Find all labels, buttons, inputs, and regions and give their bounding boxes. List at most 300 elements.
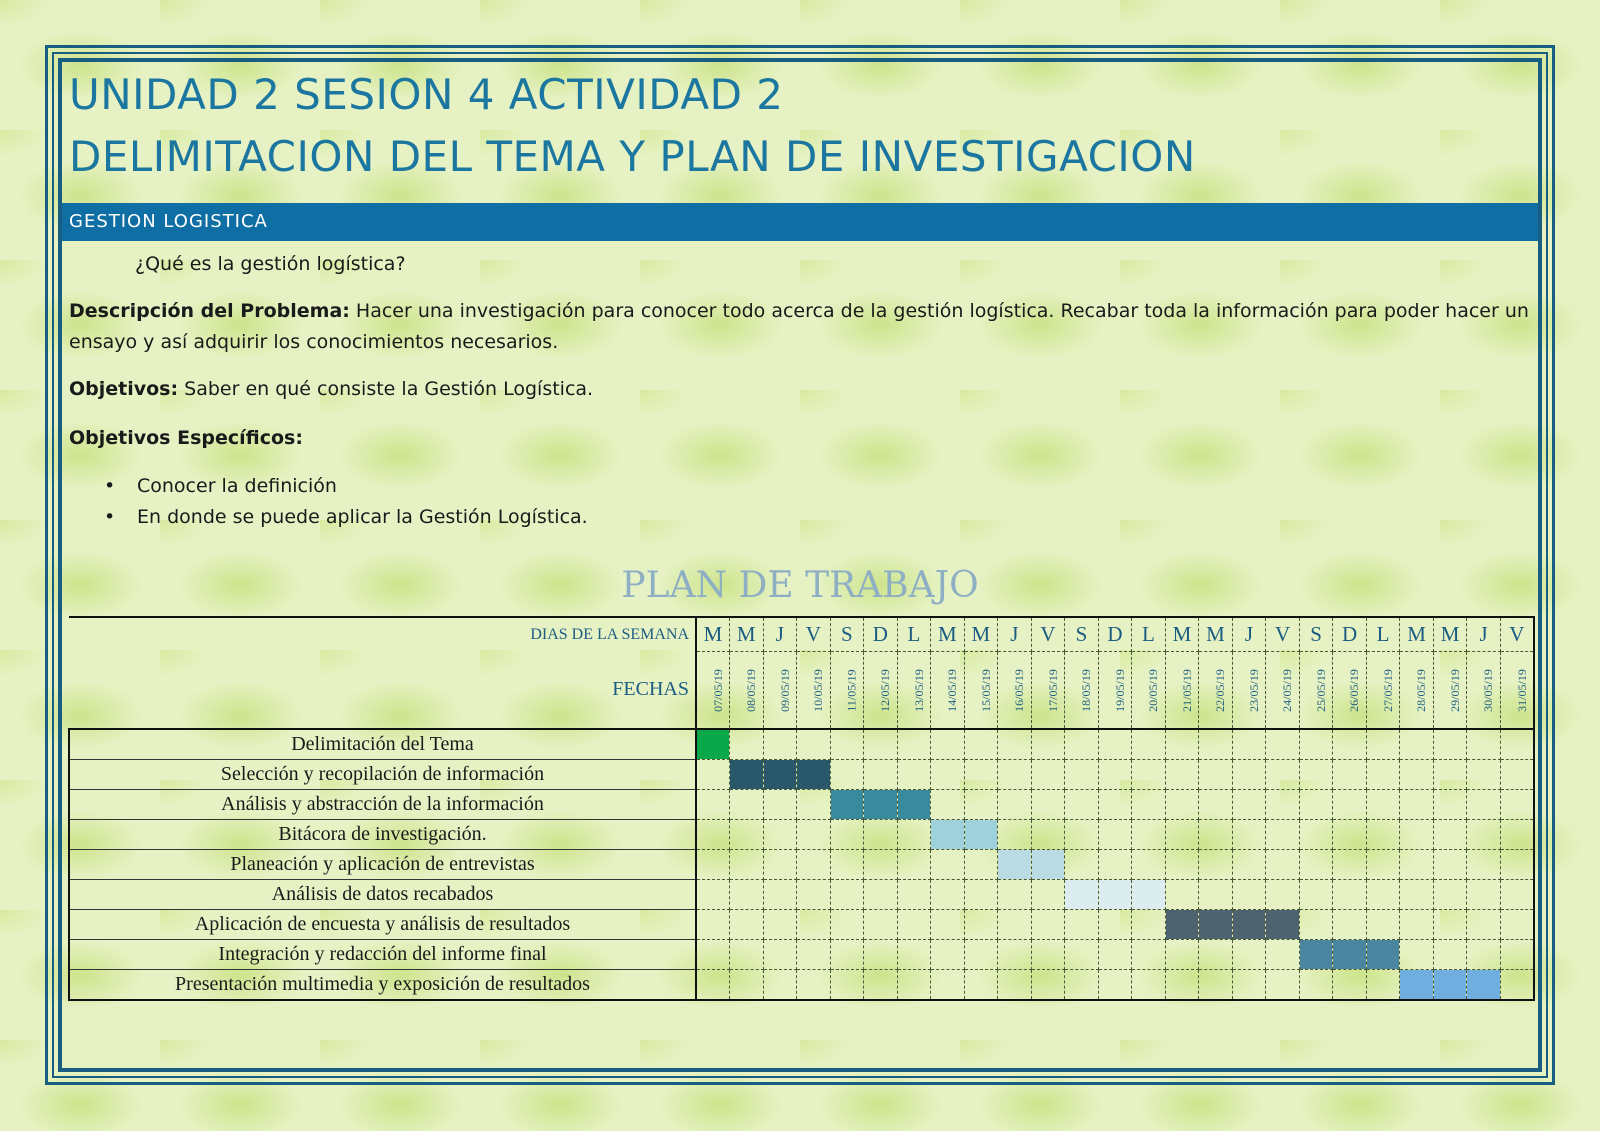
task-row xyxy=(69,790,1534,820)
gantt-empty-cell xyxy=(1299,850,1333,880)
gantt-empty-cell xyxy=(1299,970,1333,1001)
gantt-empty-cell xyxy=(1199,880,1233,910)
gantt-empty-cell xyxy=(830,970,864,1001)
gantt-empty-cell xyxy=(730,910,764,940)
gantt-empty-cell xyxy=(1199,970,1233,1001)
gantt-empty-cell xyxy=(830,820,864,850)
gantt-empty-cell xyxy=(1433,940,1467,970)
date-label: 17/05/19 xyxy=(1045,669,1060,712)
gantt-empty-cell xyxy=(1266,790,1300,820)
task-name: Integración y redacción del informe final xyxy=(69,940,696,970)
gantt-empty-cell xyxy=(1400,910,1434,940)
gantt-empty-cell xyxy=(1031,729,1065,760)
task-row xyxy=(69,760,1534,790)
date-label: 14/05/19 xyxy=(944,669,959,712)
day-cell: V xyxy=(1266,617,1300,652)
gantt-empty-cell xyxy=(864,850,898,880)
gantt-empty-cell xyxy=(1199,940,1233,970)
date-label: 25/05/19 xyxy=(1313,669,1328,712)
gantt-empty-cell xyxy=(1366,970,1400,1001)
gantt-empty-cell xyxy=(1400,850,1434,880)
date-cell xyxy=(1098,652,1132,730)
task-name: Bitácora de investigación. xyxy=(69,820,696,850)
gantt-empty-cell xyxy=(1433,820,1467,850)
task-row xyxy=(69,850,1534,880)
gantt-empty-cell xyxy=(763,850,797,880)
date-label: 31/05/19 xyxy=(1514,669,1529,712)
gantt-empty-cell xyxy=(730,820,764,850)
gantt-empty-cell xyxy=(763,820,797,850)
gantt-empty-cell xyxy=(1500,940,1534,970)
gantt-empty-cell xyxy=(830,729,864,760)
gantt-empty-cell xyxy=(763,880,797,910)
gantt-empty-cell xyxy=(1266,880,1300,910)
gantt-bar-cell xyxy=(1333,940,1367,970)
objectives-label: Objetivos: xyxy=(69,378,179,400)
day-cell: L xyxy=(897,617,931,652)
gantt-empty-cell xyxy=(1132,790,1166,820)
gantt-empty-cell xyxy=(696,910,730,940)
gantt-bar-cell xyxy=(1165,910,1199,940)
task-name: Delimitación del Tema xyxy=(69,729,696,760)
gantt-empty-cell xyxy=(1333,760,1367,790)
date-label: 24/05/19 xyxy=(1280,669,1295,712)
day-cell: M xyxy=(1433,617,1467,652)
gantt-empty-cell xyxy=(1199,760,1233,790)
day-cell: V xyxy=(1031,617,1065,652)
gantt-empty-cell xyxy=(1400,760,1434,790)
gantt-empty-cell xyxy=(1199,790,1233,820)
gantt-empty-cell xyxy=(1098,790,1132,820)
gantt-empty-cell xyxy=(1232,790,1266,820)
gantt-empty-cell xyxy=(1132,940,1166,970)
date-cell xyxy=(964,652,998,730)
gantt-empty-cell xyxy=(1500,729,1534,760)
gantt-empty-cell xyxy=(1098,820,1132,850)
day-cell: M xyxy=(730,617,764,652)
gantt-empty-cell xyxy=(1500,970,1534,1001)
date-label: 26/05/19 xyxy=(1347,669,1362,712)
gantt-empty-cell xyxy=(1500,820,1534,850)
gantt-empty-cell xyxy=(1299,729,1333,760)
day-cell: D xyxy=(864,617,898,652)
date-cell xyxy=(1333,652,1367,730)
problem-paragraph xyxy=(69,296,1529,358)
date-label: 29/05/19 xyxy=(1447,669,1462,712)
gantt-empty-cell xyxy=(1333,729,1367,760)
gantt-empty-cell xyxy=(1232,940,1266,970)
gantt-empty-cell xyxy=(696,940,730,970)
gantt-empty-cell xyxy=(1266,820,1300,850)
gantt-empty-cell xyxy=(1098,850,1132,880)
gantt-empty-cell xyxy=(1031,790,1065,820)
gantt-bar-cell xyxy=(897,790,931,820)
gantt-empty-cell xyxy=(1467,910,1501,940)
gantt-bar-cell xyxy=(696,729,730,760)
date-label: 30/05/19 xyxy=(1481,669,1496,712)
gantt-empty-cell xyxy=(1199,729,1233,760)
task-name: Presentación multimedia y exposición de resultados xyxy=(69,970,696,1001)
gantt-empty-cell xyxy=(1500,760,1534,790)
gantt-empty-cell xyxy=(864,760,898,790)
task-row xyxy=(69,940,1534,970)
gantt-empty-cell xyxy=(797,940,831,970)
day-cell: M xyxy=(1400,617,1434,652)
date-label: 22/05/19 xyxy=(1213,669,1228,712)
day-cell: L xyxy=(1132,617,1166,652)
gantt-empty-cell xyxy=(730,850,764,880)
gantt-empty-cell xyxy=(1065,910,1099,940)
date-label: 12/05/19 xyxy=(877,669,892,712)
date-cell xyxy=(1266,652,1300,730)
gantt-empty-cell xyxy=(1400,880,1434,910)
date-cell xyxy=(1500,652,1534,730)
gantt-empty-cell xyxy=(1299,910,1333,940)
gantt-empty-cell xyxy=(1500,880,1534,910)
date-label: 20/05/19 xyxy=(1146,669,1161,712)
gantt-empty-cell xyxy=(1467,790,1501,820)
gantt-empty-cell xyxy=(1098,940,1132,970)
date-label: 09/05/19 xyxy=(777,669,792,712)
gantt-empty-cell xyxy=(1467,760,1501,790)
days-header-row xyxy=(69,617,1534,652)
task-row xyxy=(69,729,1534,760)
gantt-bar-cell xyxy=(1232,910,1266,940)
date-cell xyxy=(1132,652,1166,730)
plan-title: PLAN DE TRABAJO xyxy=(621,565,979,606)
gantt-empty-cell xyxy=(864,820,898,850)
gantt-empty-cell xyxy=(998,820,1032,850)
date-cell xyxy=(998,652,1032,730)
gantt-empty-cell xyxy=(931,850,965,880)
day-cell: M xyxy=(1199,617,1233,652)
gantt-empty-cell xyxy=(1098,760,1132,790)
gantt-empty-cell xyxy=(1165,820,1199,850)
gantt-empty-cell xyxy=(763,940,797,970)
gantt-empty-cell xyxy=(931,910,965,940)
day-cell: M xyxy=(931,617,965,652)
gantt-empty-cell xyxy=(1333,910,1367,940)
gantt-empty-cell xyxy=(1299,790,1333,820)
gantt-empty-cell xyxy=(696,880,730,910)
day-cell: V xyxy=(797,617,831,652)
task-row xyxy=(69,880,1534,910)
gantt-empty-cell xyxy=(696,850,730,880)
gantt-empty-cell xyxy=(931,729,965,760)
gantt-empty-cell xyxy=(998,970,1032,1001)
gantt-empty-cell xyxy=(1065,970,1099,1001)
gantt-empty-cell xyxy=(1433,729,1467,760)
gantt-empty-cell xyxy=(696,790,730,820)
gantt-empty-cell xyxy=(897,729,931,760)
date-label: 15/05/19 xyxy=(978,669,993,712)
gantt-empty-cell xyxy=(1132,760,1166,790)
date-cell xyxy=(1165,652,1199,730)
day-cell: J xyxy=(763,617,797,652)
gantt-empty-cell xyxy=(1065,790,1099,820)
date-cell xyxy=(797,652,831,730)
gantt-empty-cell xyxy=(1366,820,1400,850)
problem-label: Descripción del Problema: xyxy=(69,300,350,322)
gantt-bar-cell xyxy=(797,760,831,790)
gantt-empty-cell xyxy=(797,820,831,850)
date-cell xyxy=(1299,652,1333,730)
gantt-empty-cell xyxy=(1132,729,1166,760)
day-cell: D xyxy=(1098,617,1132,652)
gantt-empty-cell xyxy=(797,880,831,910)
gantt-empty-cell xyxy=(897,760,931,790)
gantt-empty-cell xyxy=(1333,970,1367,1001)
day-cell: L xyxy=(1366,617,1400,652)
gantt-empty-cell xyxy=(964,970,998,1001)
gantt-empty-cell xyxy=(964,850,998,880)
gantt-empty-cell xyxy=(1098,970,1132,1001)
gantt-empty-cell xyxy=(1467,729,1501,760)
gantt-bar-cell xyxy=(1299,940,1333,970)
gantt-empty-cell xyxy=(1467,880,1501,910)
bullet-item: • En donde se puede aplicar la Gestión Logística. xyxy=(104,506,588,528)
gantt-empty-cell xyxy=(1065,760,1099,790)
gantt-empty-cell xyxy=(931,880,965,910)
gantt-empty-cell xyxy=(998,880,1032,910)
day-cell: J xyxy=(998,617,1032,652)
gantt-empty-cell xyxy=(1467,820,1501,850)
date-cell xyxy=(696,652,730,730)
gantt-empty-cell xyxy=(1031,910,1065,940)
gantt-empty-cell xyxy=(1232,850,1266,880)
gantt-empty-cell xyxy=(797,910,831,940)
objectives-text: Saber en qué consiste la Gestión Logística. xyxy=(178,378,594,400)
gantt-empty-cell xyxy=(964,940,998,970)
gantt-empty-cell xyxy=(1467,940,1501,970)
document-title-line2: DELIMITACION DEL TEMA Y PLAN DE INVESTIGACION xyxy=(69,132,1196,181)
task-name: Análisis y abstracción de la información xyxy=(69,790,696,820)
gantt-empty-cell xyxy=(864,880,898,910)
gantt-empty-cell xyxy=(797,970,831,1001)
gantt-table xyxy=(68,616,1535,1001)
date-label: 10/05/19 xyxy=(810,669,825,712)
date-cell xyxy=(1366,652,1400,730)
gantt-empty-cell xyxy=(964,880,998,910)
gantt-empty-cell xyxy=(1031,820,1065,850)
date-label: 28/05/19 xyxy=(1414,669,1429,712)
gantt-empty-cell xyxy=(763,970,797,1001)
gantt-empty-cell xyxy=(763,910,797,940)
gantt-empty-cell xyxy=(1266,850,1300,880)
date-cell xyxy=(1031,652,1065,730)
gantt-empty-cell xyxy=(830,760,864,790)
date-cell xyxy=(1400,652,1434,730)
gantt-empty-cell xyxy=(830,880,864,910)
gantt-empty-cell xyxy=(1433,880,1467,910)
gantt-empty-cell xyxy=(1500,850,1534,880)
gantt-bar-cell xyxy=(1132,880,1166,910)
day-cell: S xyxy=(1065,617,1099,652)
gantt-empty-cell xyxy=(1266,970,1300,1001)
gantt-bar-cell xyxy=(1400,970,1434,1001)
gantt-empty-cell xyxy=(763,790,797,820)
gantt-empty-cell xyxy=(1065,850,1099,880)
date-cell xyxy=(1467,652,1501,730)
gantt-bar-cell xyxy=(864,790,898,820)
day-cell: M xyxy=(1165,617,1199,652)
gantt-bar-cell xyxy=(763,760,797,790)
gantt-empty-cell xyxy=(1266,760,1300,790)
gantt-empty-cell xyxy=(1232,760,1266,790)
gantt-empty-cell xyxy=(897,940,931,970)
gantt-bar-cell xyxy=(964,820,998,850)
date-label: 07/05/19 xyxy=(710,669,725,712)
gantt-empty-cell xyxy=(797,729,831,760)
section-band: GESTION LOGISTICA xyxy=(62,203,1538,241)
day-cell: J xyxy=(1467,617,1501,652)
task-name: Selección y recopilación de información xyxy=(69,760,696,790)
gantt-empty-cell xyxy=(864,970,898,1001)
gantt-empty-cell xyxy=(864,729,898,760)
date-label: 16/05/19 xyxy=(1011,669,1026,712)
gantt-empty-cell xyxy=(830,850,864,880)
gantt-empty-cell xyxy=(1333,880,1367,910)
date-label: 08/05/19 xyxy=(743,669,758,712)
task-name: Planeación y aplicación de entrevistas xyxy=(69,850,696,880)
gantt-empty-cell xyxy=(1400,940,1434,970)
gantt-empty-cell xyxy=(730,940,764,970)
gantt-empty-cell xyxy=(1500,910,1534,940)
gantt-empty-cell xyxy=(998,910,1032,940)
gantt-empty-cell xyxy=(1065,940,1099,970)
day-cell: J xyxy=(1232,617,1266,652)
gantt-bar-cell xyxy=(1467,970,1501,1001)
gantt-empty-cell xyxy=(1433,850,1467,880)
gantt-empty-cell xyxy=(830,940,864,970)
gantt-empty-cell xyxy=(1500,790,1534,820)
gantt-empty-cell xyxy=(1232,970,1266,1001)
gantt-empty-cell xyxy=(1232,880,1266,910)
gantt-empty-cell xyxy=(1366,760,1400,790)
day-cell: V xyxy=(1500,617,1534,652)
gantt-empty-cell xyxy=(1199,850,1233,880)
date-cell xyxy=(730,652,764,730)
task-row xyxy=(69,970,1534,1001)
day-cell: M xyxy=(696,617,730,652)
gantt-empty-cell xyxy=(931,970,965,1001)
gantt-empty-cell xyxy=(797,790,831,820)
gantt-empty-cell xyxy=(1467,850,1501,880)
gantt-empty-cell xyxy=(1366,850,1400,880)
gantt-empty-cell xyxy=(1132,850,1166,880)
date-label: 23/05/19 xyxy=(1246,669,1261,712)
gantt-empty-cell xyxy=(1132,820,1166,850)
gantt-empty-cell xyxy=(1031,880,1065,910)
gantt-empty-cell xyxy=(1333,820,1367,850)
gantt-empty-cell xyxy=(964,790,998,820)
gantt-empty-cell xyxy=(1065,729,1099,760)
task-row xyxy=(69,820,1534,850)
gantt-empty-cell xyxy=(964,760,998,790)
gantt-empty-cell xyxy=(1165,790,1199,820)
gantt-empty-cell xyxy=(1299,820,1333,850)
gantt-empty-cell xyxy=(1299,880,1333,910)
dates-header-row xyxy=(69,652,1534,730)
problem-text: Hacer una investigación para conocer todo acerca de la gestión logística. Recabar toda la información para poder hacer un ensayo y así adquirir los conocimientos necesarios. xyxy=(69,300,1529,353)
date-cell xyxy=(1433,652,1467,730)
gantt-empty-cell xyxy=(1098,910,1132,940)
date-label: 27/05/19 xyxy=(1380,669,1395,712)
gantt-bar-cell xyxy=(1199,910,1233,940)
gantt-empty-cell xyxy=(1132,970,1166,1001)
gantt-empty-cell xyxy=(730,880,764,910)
gantt-bar-cell xyxy=(998,850,1032,880)
gantt-empty-cell xyxy=(964,910,998,940)
gantt-empty-cell xyxy=(1433,910,1467,940)
gantt-empty-cell xyxy=(931,760,965,790)
date-cell xyxy=(864,652,898,730)
date-label: 18/05/19 xyxy=(1079,669,1094,712)
gantt-empty-cell xyxy=(1031,970,1065,1001)
gantt-empty-cell xyxy=(931,940,965,970)
gantt-empty-cell xyxy=(763,729,797,760)
gantt-empty-cell xyxy=(998,790,1032,820)
date-cell xyxy=(1065,652,1099,730)
gantt-bar-cell xyxy=(1065,880,1099,910)
gantt-empty-cell xyxy=(1400,790,1434,820)
gantt-empty-cell xyxy=(1165,970,1199,1001)
gantt-bar-cell xyxy=(830,790,864,820)
gantt-empty-cell xyxy=(897,970,931,1001)
gantt-empty-cell xyxy=(1400,729,1434,760)
gantt-empty-cell xyxy=(931,790,965,820)
gantt-empty-cell xyxy=(1199,820,1233,850)
gantt-empty-cell xyxy=(1366,729,1400,760)
gantt-bar-cell xyxy=(730,760,764,790)
gantt-empty-cell xyxy=(1299,760,1333,790)
gantt-bar-cell xyxy=(1433,970,1467,1001)
gantt-empty-cell xyxy=(998,940,1032,970)
gantt-empty-cell xyxy=(897,880,931,910)
bullet-icon: • xyxy=(104,475,116,497)
bullet-item: • Conocer la definición xyxy=(104,475,337,497)
day-cell: M xyxy=(964,617,998,652)
gantt-empty-cell xyxy=(1232,820,1266,850)
gantt-empty-cell xyxy=(998,760,1032,790)
gantt-empty-cell xyxy=(1266,729,1300,760)
date-cell xyxy=(830,652,864,730)
gantt-empty-cell xyxy=(1433,760,1467,790)
date-label: 19/05/19 xyxy=(1112,669,1127,712)
gantt-empty-cell xyxy=(1165,940,1199,970)
gantt-bar-cell xyxy=(1366,940,1400,970)
gantt-empty-cell xyxy=(830,910,864,940)
date-label: 21/05/19 xyxy=(1179,669,1194,712)
objectives-paragraph xyxy=(69,374,1529,405)
document-title-line1: UNIDAD 2 SESION 4 ACTIVIDAD 2 xyxy=(69,70,784,119)
dates-label: FECHAS xyxy=(69,652,696,730)
day-cell: S xyxy=(830,617,864,652)
gantt-empty-cell xyxy=(864,910,898,940)
gantt-empty-cell xyxy=(696,970,730,1001)
date-cell xyxy=(1199,652,1233,730)
gantt-empty-cell xyxy=(897,910,931,940)
date-cell xyxy=(1232,652,1266,730)
gantt-empty-cell xyxy=(864,940,898,970)
gantt-empty-cell xyxy=(1165,850,1199,880)
gantt-empty-cell xyxy=(1366,790,1400,820)
gantt-empty-cell xyxy=(897,820,931,850)
gantt-bar-cell xyxy=(931,820,965,850)
day-cell: D xyxy=(1333,617,1367,652)
date-cell xyxy=(763,652,797,730)
gantt-empty-cell xyxy=(964,729,998,760)
